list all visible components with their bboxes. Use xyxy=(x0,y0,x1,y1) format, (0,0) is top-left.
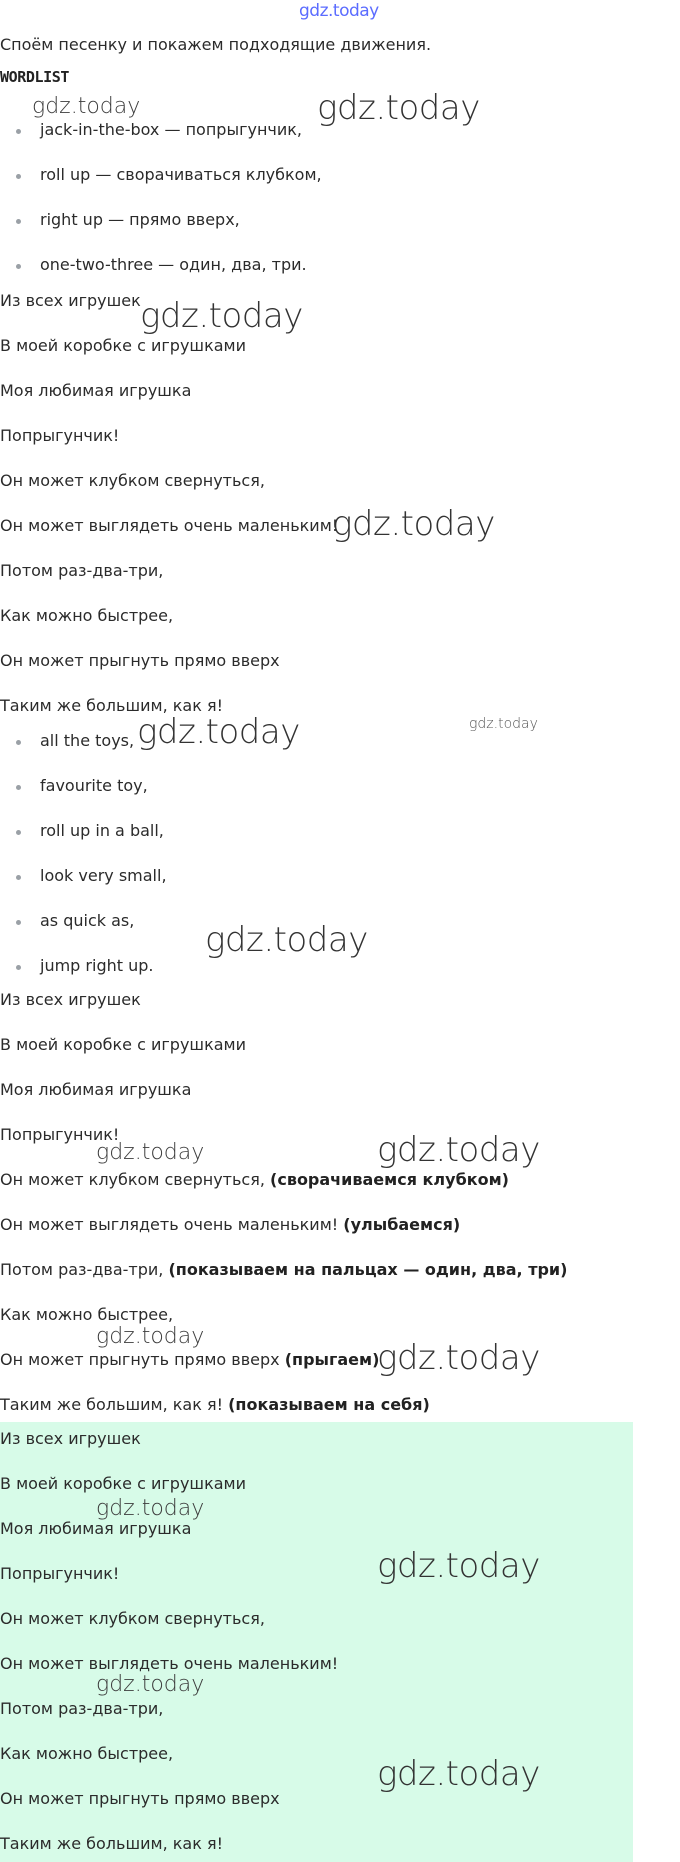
song-line: Как можно быстрее, xyxy=(0,1305,174,1324)
song-line: Он может клубком свернуться, xyxy=(0,1609,265,1628)
phrase-item: jump right up. xyxy=(40,956,154,975)
song-line: Попрыгунчик! xyxy=(0,1125,120,1144)
bullet xyxy=(16,830,21,835)
watermark: gdz.today xyxy=(96,1672,205,1697)
watermark: gdz.today xyxy=(32,94,141,119)
song-line: Потом раз-два-три, xyxy=(0,561,164,580)
watermark: gdz.today xyxy=(377,1130,540,1170)
song-line: Моя любимая игрушка xyxy=(0,381,192,400)
song-line-with-movement xyxy=(0,1169,509,1191)
movement-hint: (улыбаемся) xyxy=(343,1215,461,1234)
watermark: gdz.today xyxy=(140,296,303,336)
song-line: В моей коробке с игрушками xyxy=(0,1474,246,1493)
wordlist-item: one-two-three — один, два, три. xyxy=(40,255,307,274)
song-line: В моей коробке с игрушками xyxy=(0,1035,246,1054)
song-line: Попрыгунчик! xyxy=(0,426,120,445)
song-line: Из всех игрушек xyxy=(0,1429,141,1448)
song-line-text: Он может клубком свернуться, xyxy=(0,1170,265,1189)
song-line: Потом раз-два-три, xyxy=(0,1699,164,1718)
song-line: В моей коробке с игрушками xyxy=(0,336,246,355)
movement-hint: (прыгаем) xyxy=(284,1350,380,1369)
watermark: gdz.today xyxy=(377,1338,540,1378)
song-line-with-movement xyxy=(0,1394,430,1416)
song-line: Попрыгунчик! xyxy=(0,1564,120,1583)
bullet xyxy=(16,740,21,745)
song-line-text: Таким же большим, как я! xyxy=(0,1395,223,1414)
song-line: Моя любимая игрушка xyxy=(0,1080,192,1099)
bullet xyxy=(16,129,21,134)
watermark: gdz.today xyxy=(137,712,300,752)
song-line-text: Он может прыгнуть прямо вверх xyxy=(0,1350,280,1369)
watermark: gdz.today xyxy=(377,1754,540,1794)
song-line: Как можно быстрее, xyxy=(0,1744,174,1763)
movement-hint: (показываем на себя) xyxy=(228,1395,430,1414)
watermark: gdz.today xyxy=(96,1496,205,1521)
watermark: gdz.today xyxy=(96,1140,205,1165)
watermark: gdz.today xyxy=(205,920,368,960)
song-line-with-movement xyxy=(0,1214,460,1236)
song-line: Он может выглядеть очень маленьким! xyxy=(0,1654,339,1673)
song-line-text: Потом раз-два-три, xyxy=(0,1260,164,1279)
bullet xyxy=(16,219,21,224)
song-line: Таким же большим, как я! xyxy=(0,1834,223,1853)
bullet xyxy=(16,965,21,970)
watermark: gdz.today xyxy=(96,1324,205,1349)
song-line: Он может прыгнуть прямо вверх xyxy=(0,651,280,670)
song-line: Таким же большим, как я! xyxy=(0,696,223,715)
song-line-with-movement xyxy=(0,1259,567,1281)
phrase-item: as quick as, xyxy=(40,911,135,930)
song-line: Из всех игрушек xyxy=(0,291,141,310)
wordlist-heading: WORDLIST xyxy=(0,68,70,86)
movement-hint: (сворачиваемся клубком) xyxy=(270,1170,509,1189)
bullet xyxy=(16,920,21,925)
song-line-with-movement xyxy=(0,1349,379,1371)
bullet xyxy=(16,174,21,179)
wordlist-item: roll up — сворачиваться клубком, xyxy=(40,165,322,184)
bullet xyxy=(16,264,21,269)
song-line: Как можно быстрее, xyxy=(0,606,174,625)
phrase-item: look very small, xyxy=(40,866,167,885)
site-logo[interactable]: gdz.today xyxy=(299,1,379,21)
highlighted-verse xyxy=(0,1422,633,1862)
intro-text: Споём песенку и покажем подходящие движения. xyxy=(0,35,432,54)
song-line: Он может прыгнуть прямо вверх xyxy=(0,1789,280,1808)
song-line: Из всех игрушек xyxy=(0,990,141,1009)
watermark: gdz.today xyxy=(377,1546,540,1586)
wordlist-item: right up — прямо вверх, xyxy=(40,210,240,229)
song-line-text: Он может выглядеть очень маленьким! xyxy=(0,1215,339,1234)
watermark: gdz.today xyxy=(332,504,495,544)
song-line: Моя любимая игрушка xyxy=(0,1519,192,1538)
song-line: Он может клубком свернуться, xyxy=(0,471,265,490)
phrase-item: all the toys, xyxy=(40,731,135,750)
watermark: gdz.today xyxy=(317,88,480,128)
watermark: gdz.today xyxy=(469,716,538,732)
wordlist-item: jack-in-the-box — попрыгунчик, xyxy=(40,120,303,139)
phrase-item: roll up in a ball, xyxy=(40,821,164,840)
bullet xyxy=(16,785,21,790)
song-line: Он может выглядеть очень маленьким! xyxy=(0,516,339,535)
movement-hint: (показываем на пальцах — один, два, три) xyxy=(168,1260,568,1279)
phrase-item: favourite toy, xyxy=(40,776,148,795)
bullet xyxy=(16,875,21,880)
